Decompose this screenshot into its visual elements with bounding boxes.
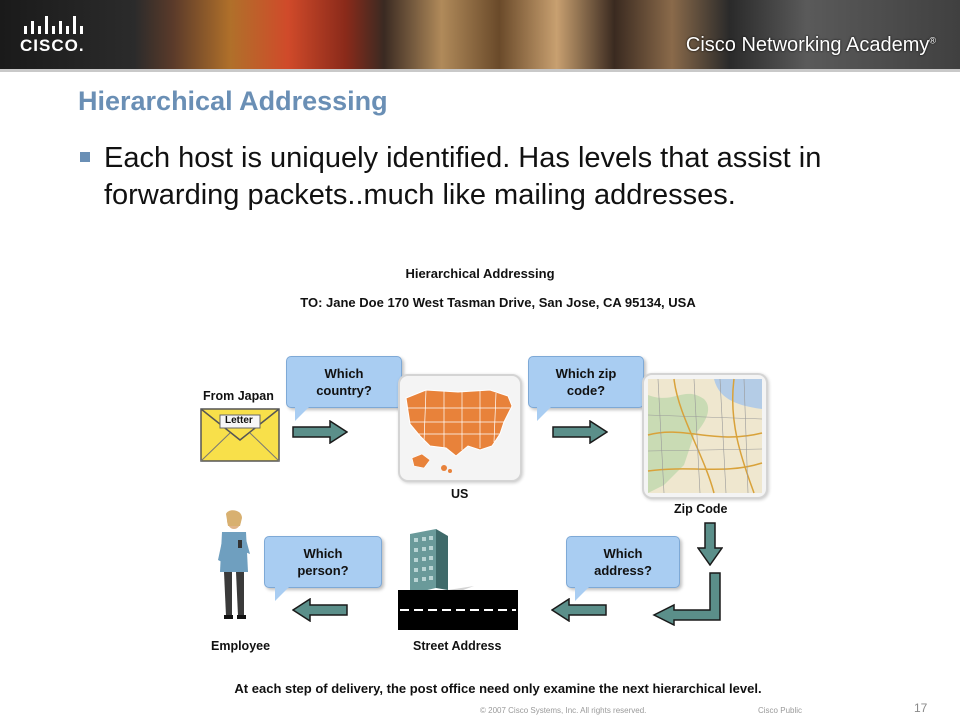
bubble-person-line2: person? xyxy=(297,563,349,578)
arrow-right-icon xyxy=(552,420,608,444)
page-number: 17 xyxy=(914,701,928,715)
bubble-tail xyxy=(275,587,289,601)
arrow-left-icon xyxy=(292,598,348,622)
bubble-country-line2: country? xyxy=(316,383,372,398)
bullet-text: Each host is uniquely identified. Has levels that assist in forwarding packets..much like mailing addresses. xyxy=(104,142,822,211)
academy-trademark: ® xyxy=(929,35,936,46)
label-employee: Employee xyxy=(211,639,271,653)
diagram-title: Hierarchical Addressing xyxy=(405,266,555,281)
academy-name: Cisco Networking Academy xyxy=(685,34,930,56)
bullet-item xyxy=(80,140,910,214)
bubble-zip-line1: Which zip xyxy=(555,366,617,381)
arrow-down-icon xyxy=(697,522,723,566)
diagram-footnote: At each step of delivery, the post office need only examine the next hierarchical level. xyxy=(234,681,762,696)
bubble-address-text xyxy=(594,545,652,579)
street-map-icon xyxy=(644,375,766,497)
label-street-address: Street Address xyxy=(413,639,502,653)
bubble-tail xyxy=(537,407,551,421)
arrow-right-icon xyxy=(292,420,348,444)
classification-text: Cisco Public xyxy=(758,706,803,715)
bubble-address-line2: address? xyxy=(594,563,652,578)
bubble-tail xyxy=(295,407,309,421)
employee-person-icon xyxy=(212,510,256,622)
academy-title xyxy=(686,34,936,57)
cisco-logo-bars-icon xyxy=(24,14,84,36)
bullet-square-icon xyxy=(80,152,90,162)
bubble-which-person xyxy=(264,536,382,588)
bubble-person-line1: Which xyxy=(303,546,343,561)
diagram-address-line: TO: Jane Doe 170 West Tasman Drive, San Jose, CA 95134, USA xyxy=(300,295,696,310)
bubble-address-line1: Which xyxy=(603,546,643,561)
bubble-country-text xyxy=(316,365,372,399)
building-street-icon xyxy=(396,528,520,632)
us-map-frame xyxy=(398,374,522,482)
bubble-country-line1: Which xyxy=(324,366,364,381)
arrow-left-icon xyxy=(551,598,607,622)
bubble-zip-line2: code? xyxy=(566,383,606,398)
zip-map-frame xyxy=(642,373,768,499)
bubble-which-address xyxy=(566,536,680,588)
header-banner xyxy=(0,0,960,72)
label-zip-code: Zip Code xyxy=(674,502,728,516)
bubble-which-country xyxy=(286,356,402,408)
slide-title: Hierarchical Addressing xyxy=(78,86,388,116)
bubble-which-zip xyxy=(528,356,644,408)
cisco-logo-text: CISCO. xyxy=(20,36,85,55)
letter-label: Letter xyxy=(225,415,253,426)
us-map-icon xyxy=(400,376,520,480)
bubble-person-text xyxy=(297,545,348,579)
copyright-text: © 2007 Cisco Systems, Inc. All rights reserved. xyxy=(480,706,647,715)
label-us: US xyxy=(451,487,469,501)
label-from-japan: From Japan xyxy=(203,389,274,403)
bubble-zip-text xyxy=(556,365,617,399)
